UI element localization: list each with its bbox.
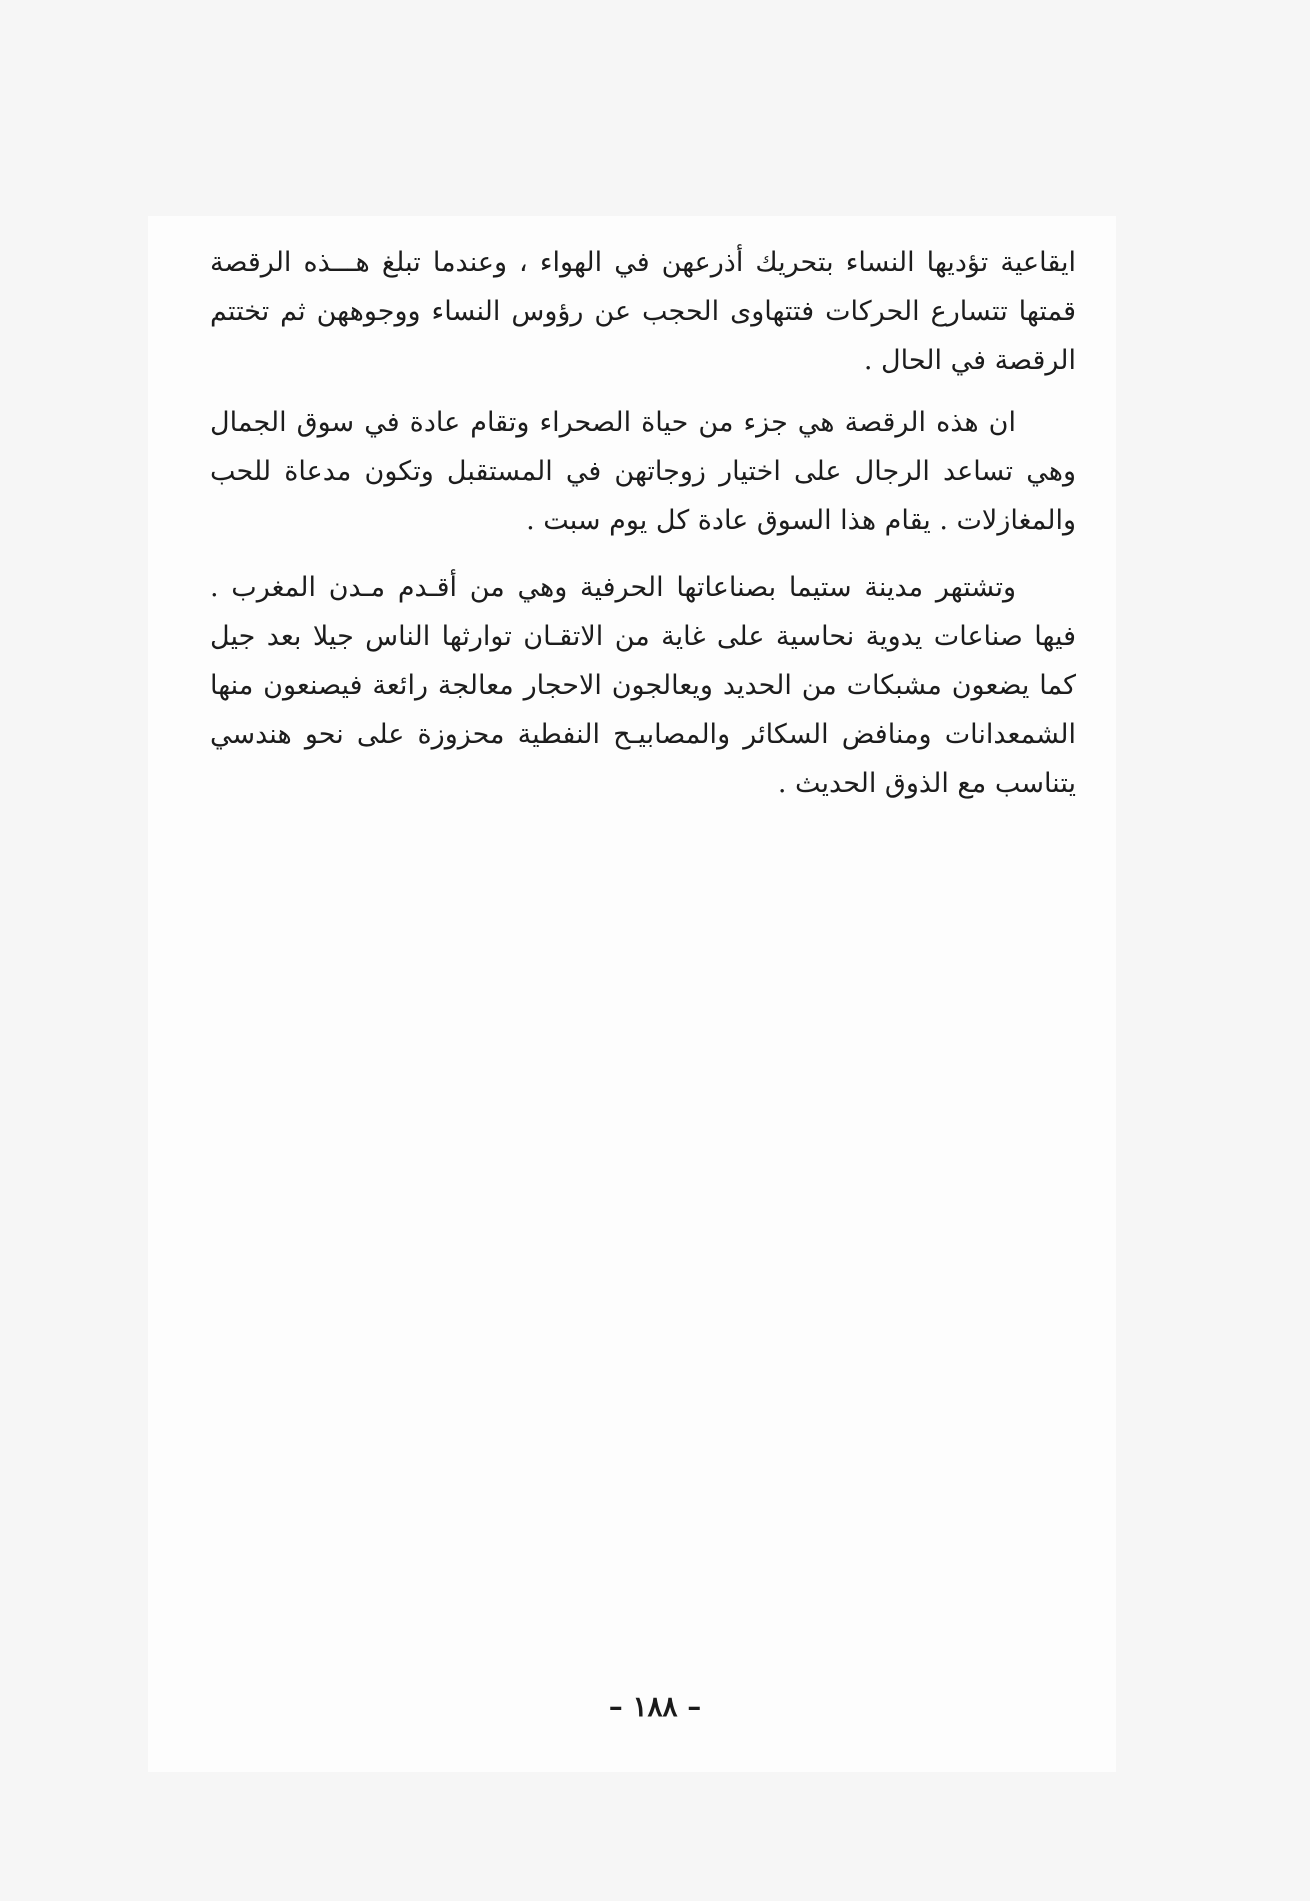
body-text bbox=[210, 238, 1076, 808]
paragraph-3: وتشتهر مدينة ستيما بصناعاتها الحرفية وهي من أقـدم مـدن المغرب . فيها صناعات يدوية نحاسية على غاية من الاتقـان توارثها الناس جيلا بعد جيل كما يضعون مشبكات من الحديد ويعالجون الاحجار معالجة رائعة فيصنعون منها الشمعدانات ومنافض السكائر والمصابيـح النفطية محزوزة على نحو هندسي يتناسب مع الذوق الحديث . bbox=[210, 572, 1076, 799]
paragraph-2: ان هذه الرقصة هي جزء من حياة الصحراء وتقام عادة في سوق الجمال وهي تساعد الرجال على اختيار زوجاتهن في المستقبل وتكون مدعاة للحب والمغازلات . يقام هذا السوق عادة كل يوم سبت . bbox=[210, 407, 1076, 536]
paragraph-1: ايقاعية تؤديها النساء بتحريك أذرعهن في الهواء ، وعندما تبلغ هـــذه الرقصة قمتها تتسارع الحركات فتتهاوى الحجب عن رؤوس النساء ووجوههن ثم تختتم الرقصة في الحال . bbox=[210, 247, 1076, 376]
page-number: – ١٨٨ – bbox=[608, 1690, 702, 1723]
